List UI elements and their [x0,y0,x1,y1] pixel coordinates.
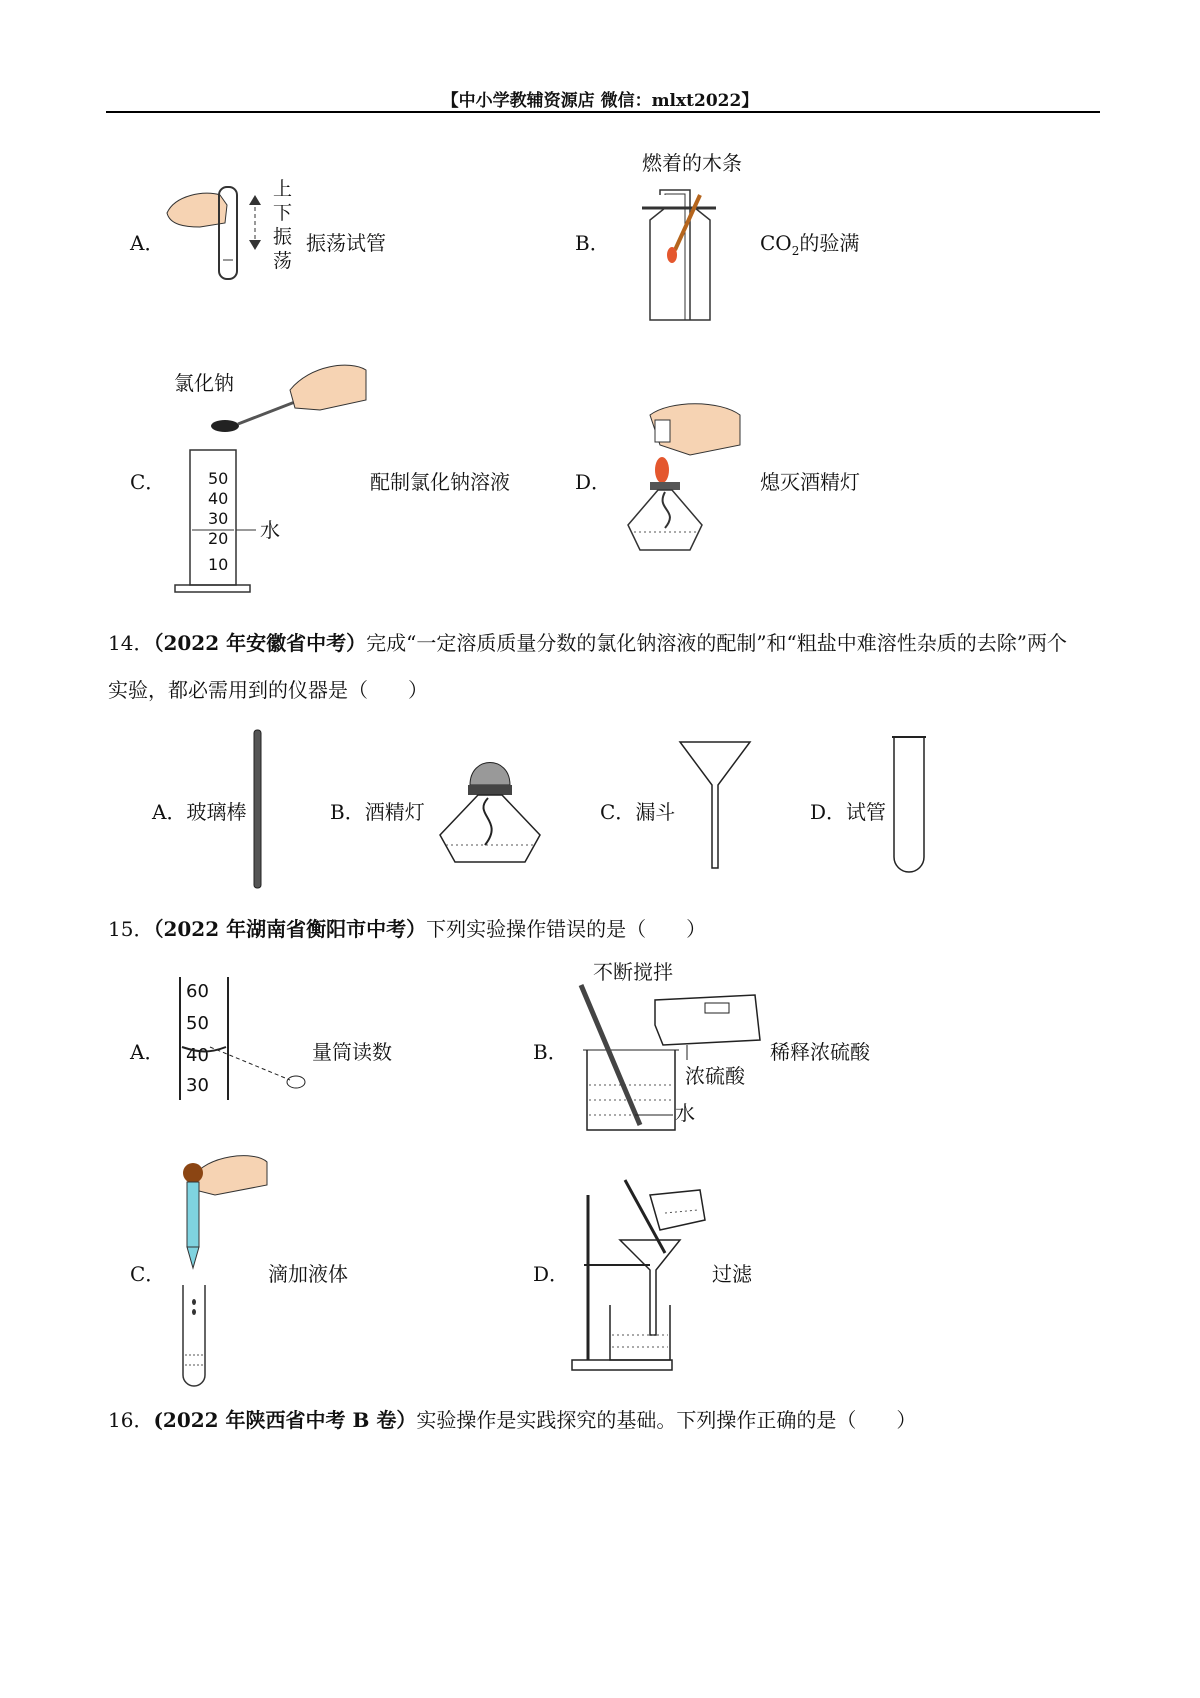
cylinder-reading-figure [170,975,310,1105]
q14-stem-line2: 实验，都必需用到的仪器是（ ） [108,678,428,702]
q15-option-a-label: 量筒读数 [312,1040,392,1064]
filtration-figure [570,1175,710,1375]
shake-label-3: 振 [273,226,293,248]
q14-option-a: A．玻璃棒 [152,800,247,824]
cylinder-mark-40: 40 [208,489,229,508]
beaker-water-label: 水 [675,1101,695,1125]
q13-option-c-label: 配制氯化钠溶液 [370,470,510,494]
alcohol-lamp-icon [430,750,550,870]
q14-stem-line1: 14．（2022 年安徽省中考）完成“一定溶质质量分数的氯化钠溶液的配制”和“粗盐中难溶性杂质的去除”两个 [108,631,1067,655]
q13-option-a-letter: A． [130,231,165,255]
nacl-label: 氯化钠 [174,371,234,395]
test-tube-icon [892,735,928,875]
q13-option-c-letter: C． [130,470,166,494]
extinguish-lamp-figure [610,400,750,560]
reading-mark-50: 50 [186,1013,209,1034]
dropper-figure [175,1150,275,1390]
co2-check-figure [620,150,760,320]
q15-option-c-label: 滴加液体 [268,1262,348,1286]
glass-rod-icon [252,730,264,890]
q14-option-c: C．漏斗 [600,800,676,824]
shake-label-1: 上 [273,178,293,200]
q15-option-b-letter: B． [533,1040,568,1064]
stir-label: 不断搅拌 [593,960,673,984]
cylinder-mark-50: 50 [208,469,229,488]
reading-mark-30: 30 [186,1075,209,1096]
q15-option-b-label: 稀释浓硫酸 [770,1040,870,1064]
cylinder-mark-10: 10 [208,555,229,574]
water-label: 水 [260,518,280,542]
cylinder-mark-30: 30 [208,509,229,528]
q13-option-b-label: $CO_2$的验满 [760,231,860,258]
shake-test-tube-figure [165,165,295,295]
q15-option-a-letter: A． [130,1040,165,1064]
q14-option-b: B．酒精灯 [330,800,425,824]
q13-option-d-letter: D． [575,470,612,494]
dilute-acid-figure [575,955,775,1135]
reading-mark-40: 40 [186,1045,209,1066]
reading-mark-60: 60 [186,981,209,1002]
page-header: 【中小学教辅资源店 微信：mlxt2022】 [441,91,759,111]
nacl-solution-figure [170,360,380,600]
q15-option-c-letter: C． [130,1262,166,1286]
q16-stem: 16．(2022 年陕西省中考 B 卷）实验操作是实践探究的基础。下列操作正确的是（ ） [108,1408,917,1432]
q14-option-d: D．试管 [810,800,887,824]
cylinder-mark-20: 20 [208,529,229,548]
q15-option-d-letter: D． [533,1262,570,1286]
q13-option-d-label: 熄灭酒精灯 [760,470,860,494]
shake-label-2: 下 [273,202,293,224]
funnel-icon [678,740,752,870]
q15-option-d-label: 过滤 [712,1262,752,1286]
q13-option-a-label: 振荡试管 [306,231,386,255]
q13-option-b-letter: B． [575,231,610,255]
header-rule [106,111,1100,113]
conc-acid-label: 浓硫酸 [685,1064,745,1088]
q15-stem: 15．（2022 年湖南省衡阳市中考）下列实验操作错误的是（ ） [108,917,707,941]
shake-label-4: 荡 [273,250,293,272]
burning-stick-label: 燃着的木条 [642,151,742,175]
